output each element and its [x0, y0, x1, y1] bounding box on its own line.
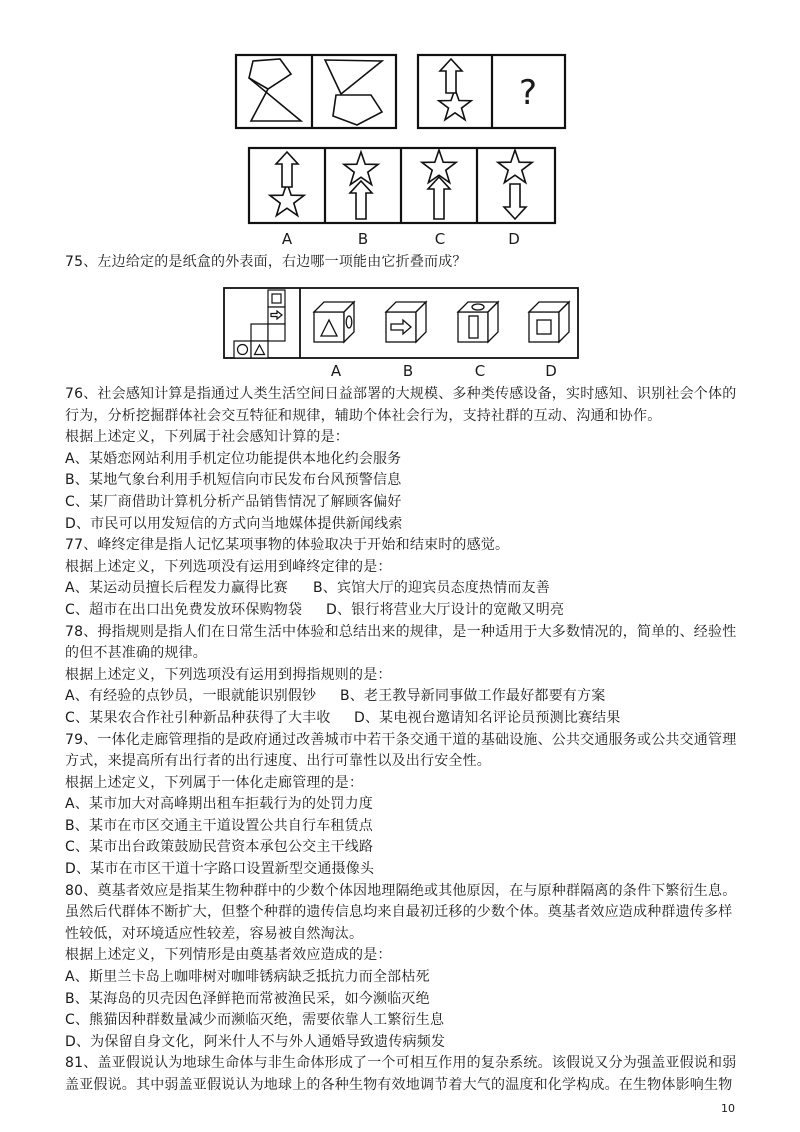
q74-option-label-c: C [434, 230, 446, 248]
q74-options-row [249, 148, 555, 248]
q80-stem-line: 虽然后代群体不断扩大，但整个种群的遗传信息均来自最初迁移的少数个体。奠基者效应造成种群遗传多样 [65, 904, 733, 921]
q81-stem-line: 81、盖亚假说认为地球生命体与非生命体形成了一个可相互作用的复杂系统。该假说又分为强盖亚假说和弱 [65, 1055, 737, 1072]
q75-option-label-a: A [330, 362, 342, 380]
q79-stem-line: 79、一体化走廊管理指的是政府通过改善城市中若干条交通干道的基础设施、公共交通服务或公共交通管理 [65, 731, 737, 748]
circle-icon [238, 345, 248, 355]
net-face-blank [251, 324, 268, 341]
cube-option-c [458, 302, 498, 342]
square-icon [272, 294, 281, 303]
q79-option-a: A、某市加大对高峰期出租车拒载行为的处罚力度 [65, 796, 373, 813]
q76-option-a: A、某婚恋网站利用手机定位功能提供本地化约会服务 [65, 450, 402, 467]
questions-text [65, 384, 745, 1097]
q78-options-row-2 [65, 708, 745, 730]
q76-option-b: B、某地气象台利用手机短信向市民发布台风预警信息 [65, 472, 402, 489]
q75-option-label-c: C [474, 362, 486, 380]
q80-option-a: A、斯里兰卡岛上咖啡树对咖啡锈病缺乏抵抗力而全部枯死 [65, 969, 430, 986]
q80-stem-line: 80、奠基者效应是指某生物种群中的少数个体因地理隔绝或其他原因，在与原种群隔离的条件下繁衍生息。 [65, 882, 737, 899]
q78-option-a: A、有经验的点钞员，一眼就能识别假钞 [65, 688, 317, 705]
q77-options-row-1 [65, 578, 745, 600]
q78-option-b: B、老王教导新同事做工作最好都要有方案 [340, 688, 606, 705]
q78-stem-line: 的但不甚准确的规律。 [65, 645, 207, 662]
q75-figure [224, 288, 578, 380]
square-icon [537, 320, 551, 334]
q74-option-label-d: D [508, 230, 520, 248]
q80-prompt: 根据上述定义，下列情形是由奠基者效应造成的是： [65, 947, 392, 964]
cube-option-a [314, 302, 354, 342]
q74-sequence-pair-2 [418, 55, 565, 128]
figures-area [0, 0, 800, 384]
q78-stem-line: 78、拇指规则是指人们在日常生活中体验和总结出来的规律，是一种适用于大多数情况的，简单的、经验性 [65, 623, 737, 640]
q77-option-c: C、超市在出口出免费发放环保购物袋 [65, 601, 303, 618]
net-face-blank [268, 324, 285, 341]
q79-prompt: 根据上述定义，下列属于一体化走廊管理的是： [65, 774, 364, 791]
cube-option-b [386, 302, 426, 342]
rectangle-icon [469, 316, 478, 338]
q79-option-d: D、某市在市区干道十字路口设置新型交通摄像头 [65, 861, 375, 878]
q79-option-c: C、某市出台政策鼓励民营资本承包公交主干线路 [65, 839, 374, 856]
q77-option-b: B、宾馆大厅的迎宾员态度热情而友善 [313, 580, 551, 597]
q79-stem-line: 方式，来提高所有出行者的出行速度、出行可靠性以及出行安全性。 [65, 753, 491, 770]
q76-stem-line: 76、社会感知计算是指通过人类生活空间日益部署的大规模、多种类传感设备，实时感知、识别社会个体的 [65, 386, 737, 402]
q78-option-c: C、某果农合作社引种新品种获得了大丰收 [65, 709, 331, 726]
q80-option-c: C、熊猫因种群数量减少而濒临灭绝，需要依靠人工繁衍生息 [65, 1012, 445, 1029]
question-mark: ? [518, 73, 538, 113]
q75-option-label-d: D [545, 362, 557, 380]
page-number: 10 [721, 1102, 735, 1115]
circle-icon [472, 304, 484, 310]
q77-option-a: A、某运动员擅长后程发力赢得比赛 [65, 580, 288, 597]
q74-option-label-a: A [281, 230, 293, 248]
q78-prompt: 根据上述定义，下列选项没有运用到拇指规则的是： [65, 666, 392, 683]
circle-icon [346, 316, 352, 328]
q75-option-label-b: B [402, 362, 414, 380]
q76-stem-line: 行为，分析挖掘群体社会交互特征和规律，辅助个体社会行为，支持社群的互动、沟通和协作。 [65, 407, 662, 424]
q79-option-b: B、某市在市区交通主干道设置公共自行车租赁点 [65, 817, 374, 834]
q76-prompt: 根据上述定义，下列属于社会感知计算的是： [65, 429, 349, 446]
q78-options-row-1 [65, 686, 745, 708]
cube-option-d [529, 302, 569, 342]
q77-option-d: D、银行将营业大厅设计的宽敞又明亮 [326, 601, 565, 618]
q76-option-d: D、市民可以用发短信的方式向当地媒体提供新闻线索 [65, 515, 403, 532]
q80-stem-line: 性较低，对环境适应性较差，容易被自然淘汰。 [65, 925, 364, 942]
q75-stem: 75、左边给定的是纸盒的外表面，右边哪一项能由它折叠而成？ [65, 254, 467, 270]
q81-stem-line: 盖亚假说。其中弱盖亚假说认为地球上的各种生物有效地调节着大气的温度和化学构成。在生物体影响生物 [65, 1077, 733, 1093]
q80-option-b: B、某海岛的贝壳因色泽鲜艳而常被渔民采，如今濒临灭绝 [65, 990, 430, 1007]
q74-sequence-pair-1 [236, 55, 396, 128]
q77-stem: 77、峰终定律是指人记忆某项事物的体验取决于开始和结束时的感觉。 [65, 537, 510, 554]
q74-option-label-b: B [357, 230, 369, 248]
q76-option-c: C、某厂商借助计算机分析产品销售情况了解顾客偏好 [65, 493, 402, 510]
q80-option-d: D、为保留自身文化，阿米什人不与外人通婚导致遗传病频发 [65, 1033, 446, 1050]
q77-options-row-2 [65, 600, 745, 622]
q77-prompt: 根据上述定义，下列选项没有运用到峰终定律的是： [65, 558, 392, 575]
q78-option-d: D、某电视台邀请知名评论员预测比赛结果 [354, 709, 621, 726]
